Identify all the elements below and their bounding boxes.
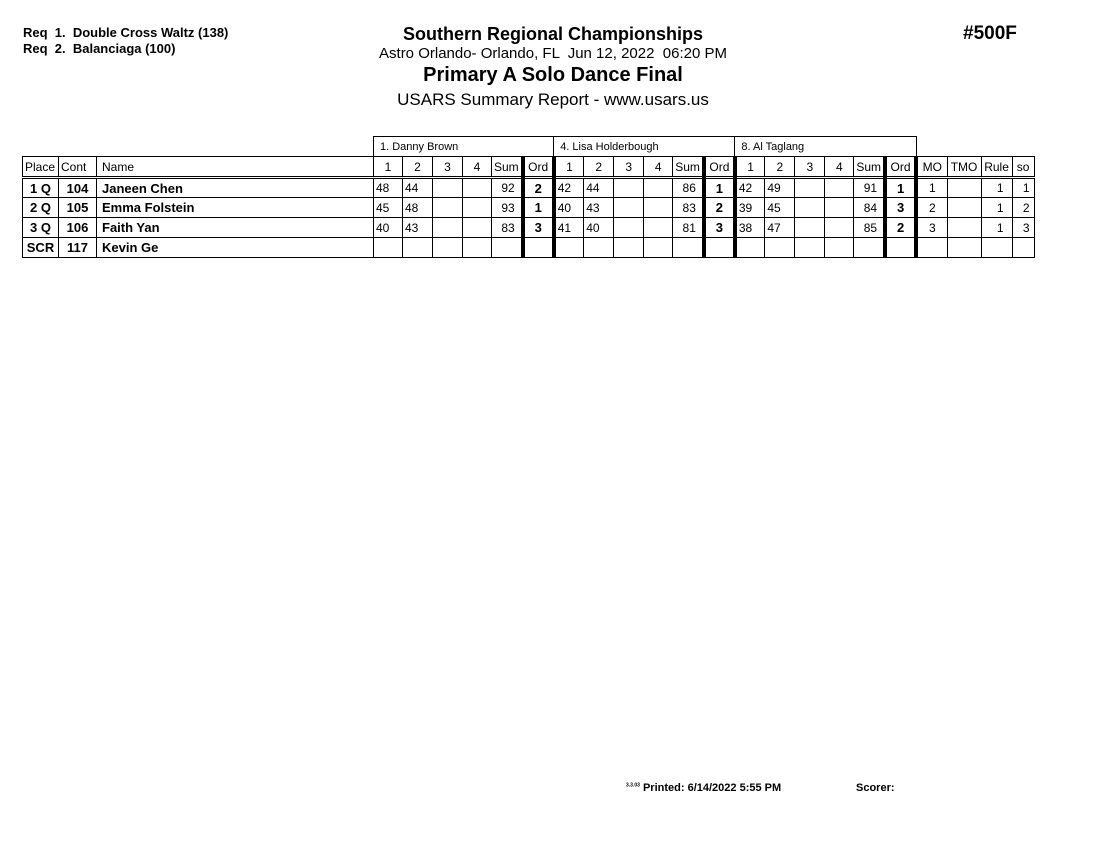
table-row — [23, 198, 1035, 218]
col-judge-2-3: 3 — [614, 157, 644, 178]
col-judge-1-ord: Ord — [523, 157, 554, 178]
col-judge-1-4: 4 — [463, 157, 492, 178]
judge-1-s4-cell — [463, 238, 492, 258]
judge-1-s2-cell: 44 — [403, 178, 433, 198]
judge-3-sum-cell — [854, 238, 885, 258]
judge-3-s2-cell: 45 — [765, 198, 795, 218]
col-judge-2-ord: Ord — [704, 157, 735, 178]
championship-title: Southern Regional Championships — [402, 24, 703, 44]
judge-3-s3-cell — [795, 198, 825, 218]
judge-3-ord-cell: 1 — [885, 178, 916, 198]
col-judge-2-2: 2 — [584, 157, 614, 178]
judge-3-name: 8. Al Taglang — [735, 137, 916, 157]
judge-3-s2-cell — [765, 238, 795, 258]
judge-2-s2-cell — [584, 238, 614, 258]
judge-3-sum-cell: 85 — [854, 218, 885, 238]
judge-2-s3-cell — [614, 178, 644, 198]
judge-2-s1-cell: 41 — [554, 218, 584, 238]
col-so: so — [1012, 157, 1034, 178]
tmo-cell — [947, 218, 981, 238]
judge-2-s1-cell: 42 — [554, 178, 584, 198]
judge-3-s1-cell: 38 — [735, 218, 765, 238]
so-cell: 1 — [1012, 178, 1034, 198]
col-judge-3-sum: Sum — [854, 157, 885, 178]
cont-cell: 117 — [59, 238, 97, 258]
judge-3-s4-cell — [825, 178, 854, 198]
table-row — [23, 218, 1035, 238]
col-tmo: TMO — [947, 157, 981, 178]
place-cell: 2 Q — [23, 198, 59, 218]
mo-cell — [916, 238, 947, 258]
event-title: Primary A Solo Dance Final — [423, 64, 683, 86]
judge-3-s4-cell — [825, 198, 854, 218]
judge-1-ord-cell: 1 — [523, 198, 554, 218]
version-label: 3.3.03 — [626, 782, 640, 789]
judge-1-s1-cell: 48 — [374, 178, 403, 198]
judge-3-s3-cell — [795, 238, 825, 258]
judge-2-s1-cell: 40 — [554, 198, 584, 218]
tmo-cell — [947, 198, 981, 218]
cont-cell: 106 — [59, 218, 97, 238]
report-title: USARS Summary Report - www.usars.us — [397, 90, 709, 109]
judge-2-ord-cell — [704, 238, 735, 258]
column-header-row — [23, 157, 1035, 178]
judge-3-s4-cell — [825, 238, 854, 258]
judge-2-sum-cell: 86 — [673, 178, 704, 198]
judge-1-sum-cell: 93 — [492, 198, 523, 218]
col-judge-1-sum: Sum — [492, 157, 523, 178]
col-judge-2-1: 1 — [554, 157, 584, 178]
col-place: Place — [23, 157, 59, 178]
judge-1-s4-cell — [463, 198, 492, 218]
judge-1-s2-cell: 48 — [403, 198, 433, 218]
table-row — [23, 178, 1035, 198]
judge-3-s1-cell: 42 — [735, 178, 765, 198]
so-cell: 2 — [1012, 198, 1034, 218]
tmo-cell — [947, 238, 981, 258]
name-cell: Kevin Ge — [97, 238, 374, 258]
judge-3-sum-cell: 84 — [854, 198, 885, 218]
col-judge-3-2: 2 — [765, 157, 795, 178]
so-cell: 3 — [1012, 218, 1034, 238]
cont-cell: 105 — [59, 198, 97, 218]
mo-cell: 2 — [916, 198, 947, 218]
place-cell: SCR — [23, 238, 59, 258]
judge-2-s1-cell — [554, 238, 584, 258]
judge-3-s1-cell — [735, 238, 765, 258]
judge-1-s2-cell: 43 — [403, 218, 433, 238]
judge-2-s4-cell — [644, 238, 673, 258]
name-cell: Janeen Chen — [97, 178, 374, 198]
tmo-cell — [947, 178, 981, 198]
judge-2-s4-cell — [644, 218, 673, 238]
place-cell: 1 Q — [23, 178, 59, 198]
judge-2-ord-cell: 1 — [704, 178, 735, 198]
mo-cell: 1 — [916, 178, 947, 198]
judge-1-sum-cell: 83 — [492, 218, 523, 238]
col-judge-3-ord: Ord — [885, 157, 916, 178]
judge-3-s4-cell — [825, 218, 854, 238]
judge-2-s3-cell — [614, 238, 644, 258]
col-judge-1-3: 3 — [433, 157, 463, 178]
judge-2-ord-cell: 2 — [704, 198, 735, 218]
judge-1-s1-cell — [374, 238, 403, 258]
judge-2-s2-cell: 40 — [584, 218, 614, 238]
scorer-label: Scorer: — [856, 782, 895, 794]
judge-1-name: 1. Danny Brown — [374, 137, 554, 157]
col-judge-1-2: 2 — [403, 157, 433, 178]
judge-2-s3-cell — [614, 218, 644, 238]
judge-2-s4-cell — [644, 178, 673, 198]
so-cell — [1012, 238, 1034, 258]
place-cell: 3 Q — [23, 218, 59, 238]
judge-1-s4-cell — [463, 178, 492, 198]
judge-1-s3-cell — [433, 198, 463, 218]
judge-1-sum-cell: 92 — [492, 178, 523, 198]
judge-2-name: 4. Lisa Holderbough — [554, 137, 735, 157]
name-cell: Faith Yan — [97, 218, 374, 238]
event-number: #500F — [963, 23, 1017, 44]
printed-timestamp — [626, 782, 781, 794]
col-judge-3-4: 4 — [825, 157, 854, 178]
venue-datetime: Astro Orlando- Orlando, FL Jun 12, 2022 06:20 PM — [379, 45, 727, 62]
col-cont: Cont — [59, 157, 97, 178]
results-table — [22, 136, 1035, 258]
col-name: Name — [97, 157, 374, 178]
name-cell: Emma Folstein — [97, 198, 374, 218]
judge-2-ord-cell: 3 — [704, 218, 735, 238]
judge-1-s3-cell — [433, 178, 463, 198]
judge-1-s3-cell — [433, 238, 463, 258]
judge-3-sum-cell: 91 — [854, 178, 885, 198]
judge-2-sum-cell: 83 — [673, 198, 704, 218]
rule-cell: 1 — [981, 218, 1012, 238]
col-judge-3-1: 1 — [735, 157, 765, 178]
col-rule: Rule — [981, 157, 1012, 178]
judge-1-s2-cell — [403, 238, 433, 258]
judge-3-ord-cell: 2 — [885, 218, 916, 238]
col-judge-3-3: 3 — [795, 157, 825, 178]
rule-cell — [981, 238, 1012, 258]
judges-header-row — [23, 137, 1035, 157]
judge-1-s4-cell — [463, 218, 492, 238]
col-mo: MO — [916, 157, 947, 178]
judge-1-ord-cell — [523, 238, 554, 258]
cont-cell: 104 — [59, 178, 97, 198]
judge-1-sum-cell — [492, 238, 523, 258]
judge-1-s3-cell — [433, 218, 463, 238]
col-judge-1-1: 1 — [374, 157, 403, 178]
printed-label: Printed: 6/14/2022 5:55 PM — [642, 782, 782, 794]
rule-cell: 1 — [981, 198, 1012, 218]
judge-1-ord-cell: 3 — [523, 218, 554, 238]
judge-3-s2-cell: 47 — [765, 218, 795, 238]
judge-2-s4-cell — [644, 198, 673, 218]
judge-2-s2-cell: 44 — [584, 178, 614, 198]
judge-2-s3-cell — [614, 198, 644, 218]
judge-2-sum-cell — [673, 238, 704, 258]
judge-2-s2-cell: 43 — [584, 198, 614, 218]
requirement-2: Req 2. Balanciaga (100) — [23, 41, 176, 56]
judge-2-sum-cell: 81 — [673, 218, 704, 238]
judge-1-s1-cell: 45 — [374, 198, 403, 218]
table-row — [23, 238, 1035, 258]
requirement-1: Req 1. Double Cross Waltz (138) — [23, 25, 229, 40]
judge-1-s1-cell: 40 — [374, 218, 403, 238]
judge-3-s3-cell — [795, 218, 825, 238]
judge-1-ord-cell: 2 — [523, 178, 554, 198]
judge-3-s1-cell: 39 — [735, 198, 765, 218]
col-judge-2-4: 4 — [644, 157, 673, 178]
judge-3-s3-cell — [795, 178, 825, 198]
judge-3-ord-cell — [885, 238, 916, 258]
col-judge-2-sum: Sum — [673, 157, 704, 178]
rule-cell: 1 — [981, 178, 1012, 198]
judge-3-s2-cell: 49 — [765, 178, 795, 198]
judge-3-ord-cell: 3 — [885, 198, 916, 218]
mo-cell: 3 — [916, 218, 947, 238]
